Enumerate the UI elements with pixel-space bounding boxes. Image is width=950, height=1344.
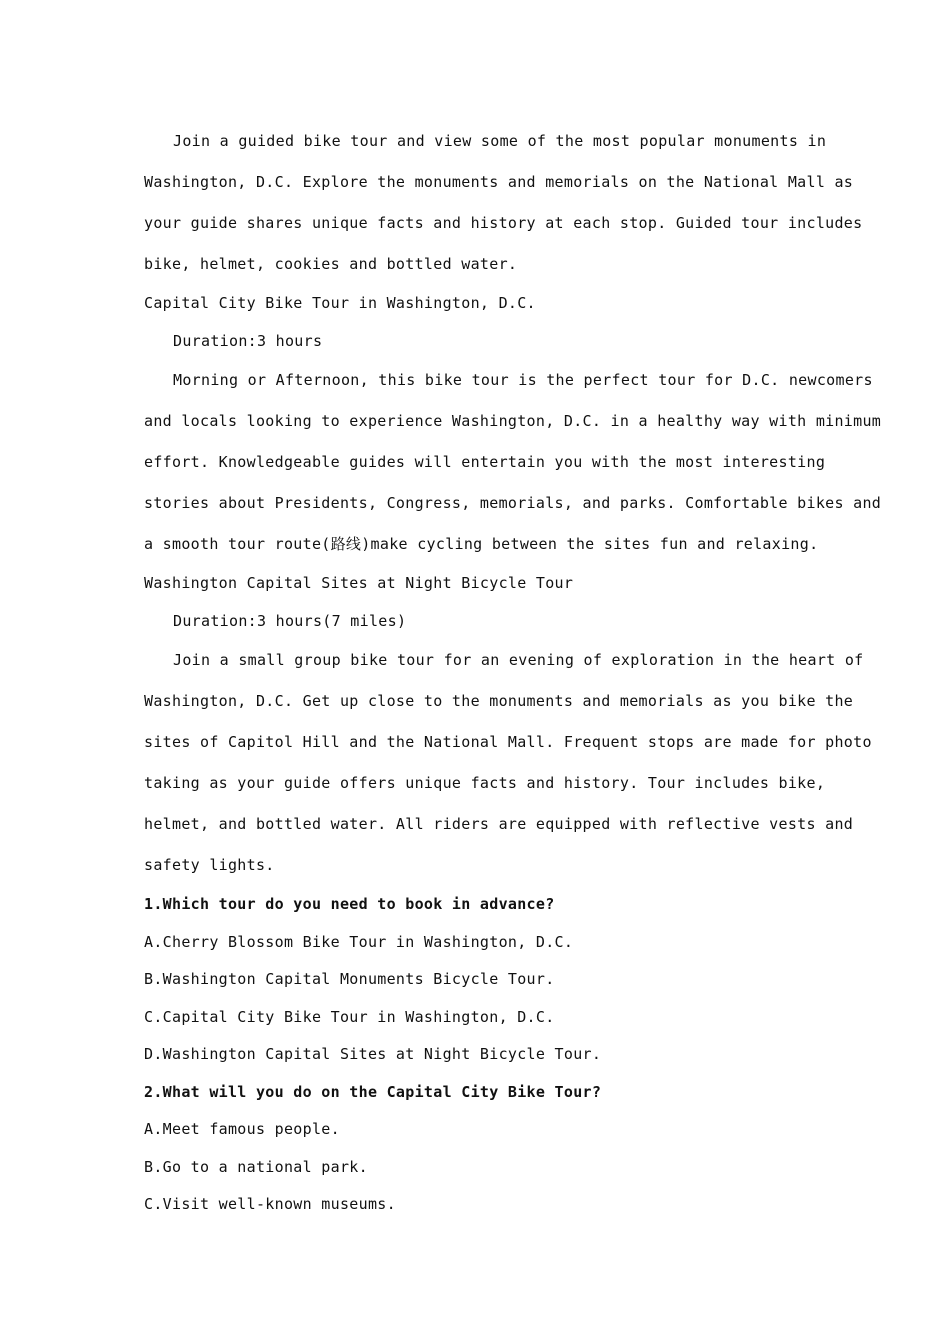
question-block: [144, 886, 812, 1074]
tour2-line: safety lights.: [144, 856, 275, 874]
tour1-line: a smooth tour route(路线)make cycling between the sites fun and relaxing.: [144, 535, 819, 553]
intro-line: bike, helmet, cookies and bottled water.: [144, 255, 518, 273]
question-block: [144, 1074, 812, 1224]
tour2-line: sites of Capitol Hill and the National Mall. Frequent stops are made for photo: [144, 733, 872, 751]
tour1-line: and locals looking to experience Washington, D.C. in a healthy way with minimum: [144, 412, 882, 430]
tour1-duration: Duration:3 hours: [173, 331, 323, 350]
tour1-line: Morning or Afternoon, this bike tour is the perfect tour for D.C. newcomers: [173, 371, 873, 389]
tour2-paragraph: [144, 640, 872, 886]
tour1-title: Capital City Bike Tour in Washington, D.C.: [144, 294, 536, 312]
tour2-line: taking as your guide offers unique facts and history. Tour includes bike,: [144, 774, 826, 792]
tour1-line: stories about Presidents, Congress, memorials, and parks. Comfortable bikes and: [144, 494, 882, 512]
tour2-title: Washington Capital Sites at Night Bicycle Tour: [144, 574, 574, 592]
tour2-line: helmet, and bottled water. All riders are equipped with reflective vests and: [144, 815, 854, 833]
tour2-line: Join a small group bike tour for an evening of exploration in the heart of: [173, 651, 864, 669]
tour2-line: Washington, D.C. Get up close to the monuments and memorials as you bike the: [144, 692, 854, 710]
intro-paragraph: [144, 121, 863, 285]
answer-option: D.Washington Capital Sites at Night Bicycle Tour.: [144, 1045, 602, 1063]
answer-option: B.Washington Capital Monuments Bicycle Tour.: [144, 970, 555, 988]
answer-option: A.Cherry Blossom Bike Tour in Washington, D.C.: [144, 932, 574, 951]
question-text: 1.Which tour do you need to book in advance?: [144, 895, 555, 913]
intro-line: your guide shares unique facts and history at each stop. Guided tour includes: [144, 214, 863, 232]
answer-option: C.Visit well-known museums.: [144, 1195, 396, 1213]
intro-line: Washington, D.C. Explore the monuments and memorials on the National Mall as: [144, 173, 854, 191]
question-text: 2.What will you do on the Capital City Bike Tour?: [144, 1082, 602, 1101]
document-content: [144, 121, 882, 1224]
intro-line: Join a guided bike tour and view some of the most popular monuments in: [173, 132, 827, 150]
answer-option: B.Go to a national park.: [144, 1157, 368, 1176]
answer-option: A.Meet famous people.: [144, 1120, 340, 1138]
answer-option: C.Capital City Bike Tour in Washington, D.C.: [144, 1007, 555, 1026]
tour1-line: effort. Knowledgeable guides will entertain you with the most interesting: [144, 453, 826, 471]
tour1-paragraph: [144, 360, 882, 565]
tour2-duration: Duration:3 hours(7 miles): [173, 611, 407, 630]
